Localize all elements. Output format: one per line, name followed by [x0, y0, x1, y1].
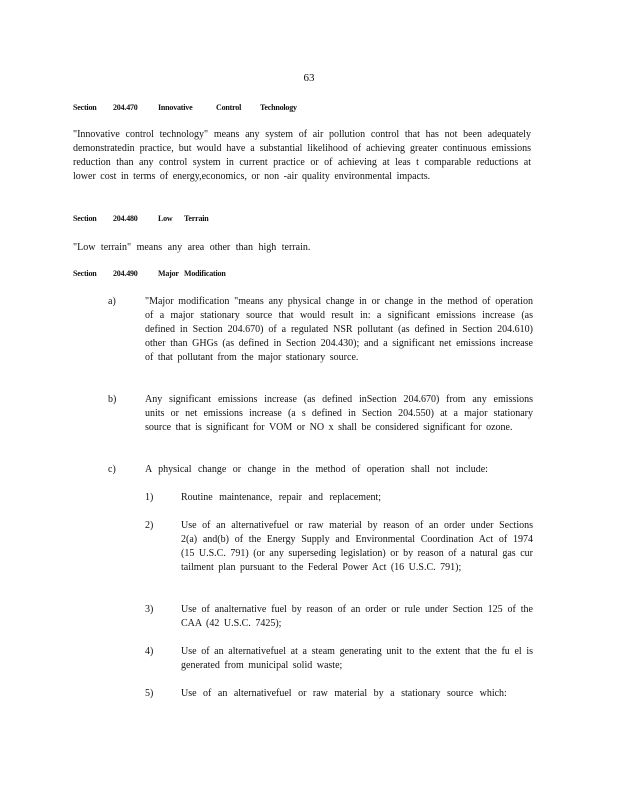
- section-heading-204-480: [73, 214, 209, 223]
- subitem-text: Use of analternative fuel by reason of an order or rule under Section 125 of the CAA (42 U.S.C. 7425);: [181, 604, 533, 629]
- section-body-204-480: "Low terrain" means any area other than high terrain.: [73, 242, 311, 253]
- section-body-204-470: "Innovative control technology" means any system of air pollution control that has not been adequately demonstratedin practice, but would have a substantial likelihood of achieving greater continuous emissions reduction than any control system in current practice or of achieving at leas t comparable reductions at lower cost in terms of energy,economics, or non -air quality environmental impacts.: [73, 129, 531, 182]
- section-title-word: Low: [158, 214, 173, 223]
- subitem-text: Use of an alternativefuel or raw material by a stationary source which:: [181, 688, 507, 699]
- subitem-label: 3): [145, 604, 154, 615]
- item-text: Any significant emissions increase (as defined inSection 204.670) from any emissions units or net emissions increase (a s defined in Section 204.550) at a major stationary source that is significant for VOM or NO x shall be considered significant for ozone.: [145, 394, 533, 433]
- page-number: 63: [303, 72, 315, 84]
- section-word: Section: [73, 269, 97, 278]
- section-heading-204-470: [73, 103, 297, 112]
- subitem-text: Use of an alternativefuel at a steam generating unit to the extent that the fu el is generated from municipal solid waste;: [181, 646, 533, 671]
- section-heading-204-490: [73, 269, 226, 278]
- section-number: 204.480: [113, 214, 138, 223]
- subitem-label: 2): [145, 520, 154, 531]
- subitem-text: Routine maintenance, repair and replacement;: [181, 492, 382, 503]
- section-title-word: Innovative: [158, 103, 193, 112]
- section-title-word: Terrain: [184, 214, 209, 223]
- item-label: b): [108, 394, 117, 405]
- section-word: Section: [73, 103, 97, 112]
- section-number: 204.470: [113, 103, 138, 112]
- subitem-text: Use of an alternativefuel or raw material by reason of an order under Sections 2(a) and(b) of the Energy Supply and Environmental Coordination Act of 1974 (15 U.S.C. 791) (or any superseding legislation) or by reason of a natural gas cur tailment plan pursuant to the Federal Power Act (16 U.S.C. 791);: [181, 520, 533, 573]
- section-title-word: Modification: [184, 269, 226, 278]
- subitem-label: 4): [145, 646, 154, 657]
- section-number: 204.490: [113, 269, 138, 278]
- item-text: "Major modification "means any physical change in or change in the method of operation of a major stationary source that would result in: a significant emissions increase (as defined in Section 204.670) of a regulated NSR pollutant (as defined in Section 204.610) other than GHGs (as defined in Section 204.430); and a significant net emissions increase of that pollutant from the major stationary source.: [145, 296, 533, 363]
- subitem-label: 5): [145, 688, 154, 699]
- item-label: a): [108, 296, 116, 307]
- item-label: c): [108, 464, 116, 475]
- subitem-label: 1): [145, 492, 154, 503]
- section-word: Section: [73, 214, 97, 223]
- item-text: A physical change or change in the method of operation shall not include:: [145, 464, 488, 475]
- section-title-word: Major: [158, 269, 179, 278]
- section-title-word: Technology: [260, 103, 297, 112]
- section-title-word: Control: [216, 103, 242, 112]
